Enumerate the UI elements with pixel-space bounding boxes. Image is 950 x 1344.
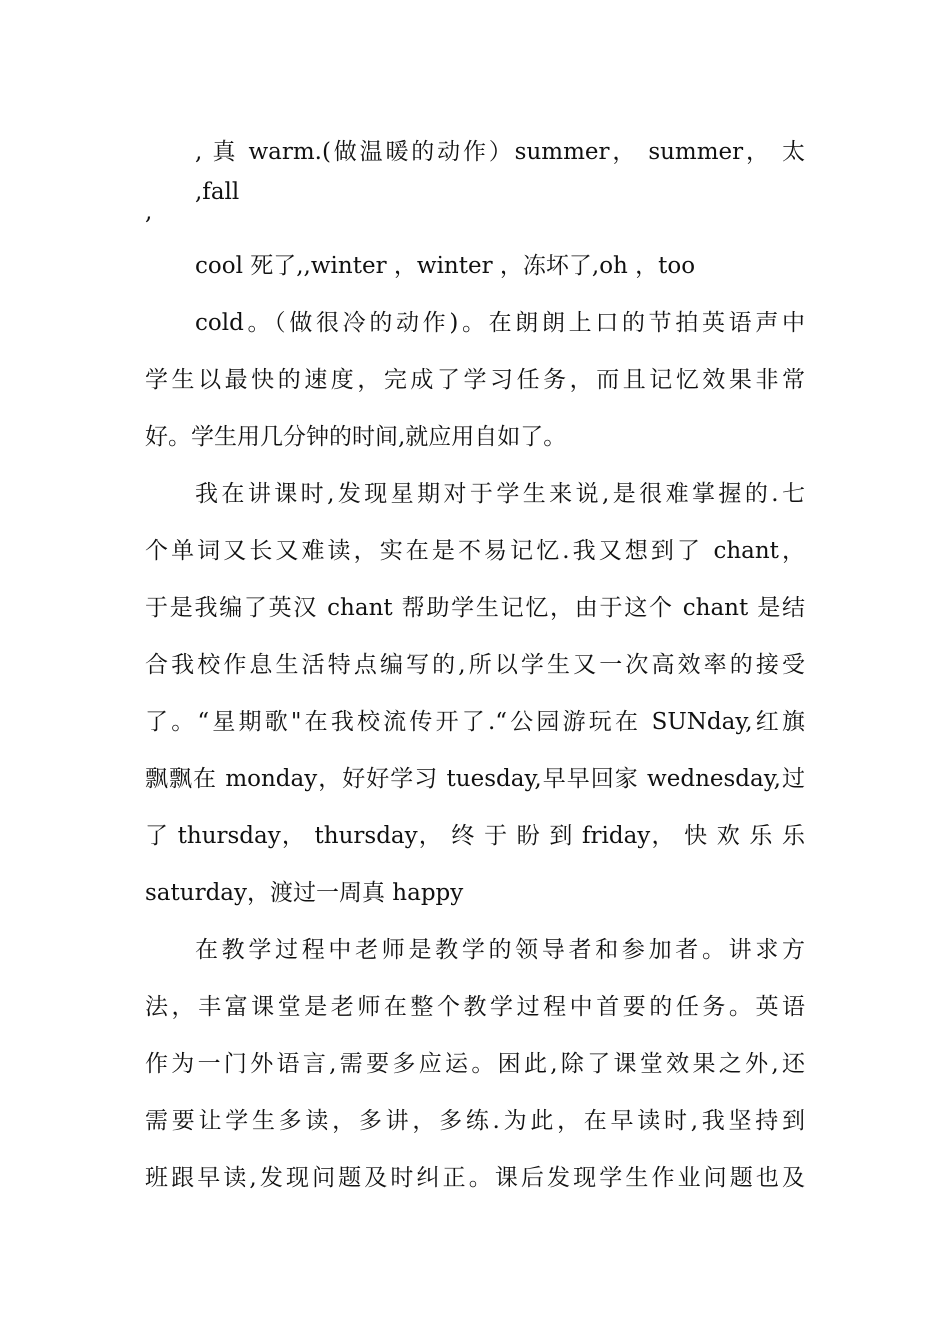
text-line-17: 作为一门外语言,需要多应运。困此,除了课堂效果之外,还 xyxy=(145,1051,805,1077)
text-line-12: 飘飘在 monday，好好学习 tuesday,早早回家 wednesday,过 xyxy=(145,766,805,792)
text-line-6: 好。学生用几分钟的时间,就应用自如了。 xyxy=(145,424,567,450)
text-line-14: saturday，渡过一周真 happy xyxy=(145,880,464,906)
text-line-11: 了。“星期歌"在我校流传开了.“公园游玩在 SUNday,红旗 xyxy=(145,709,805,735)
text-line-10: 合我校作息生活特点编写的,所以学生又一次高效率的接受 xyxy=(145,652,805,678)
text-line-2: , xyxy=(145,199,153,225)
text-line-16: 法，丰富课堂是老师在整个教学过程中首要的任务。英语 xyxy=(145,994,805,1020)
text-line-4: cold。（做很冷的动作)。在朗朗上口的节拍英语声中 xyxy=(195,310,805,336)
text-line-15: 在教学过程中老师是教学的领导者和参加者。讲求方 xyxy=(195,937,805,963)
text-line-5: 学生以最快的速度，完成了学习任务，而且记忆效果非常 xyxy=(145,367,805,393)
text-line-18: 需要让学生多读，多讲，多练.为此，在早读时,我坚持到 xyxy=(145,1108,805,1134)
text-line-9: 于是我编了英汉 chant 帮助学生记忆，由于这个 chant 是结 xyxy=(145,595,805,621)
text-line-3: cool 死了,,winter ，winter ，冻坏了,oh ，too xyxy=(195,253,696,279)
text-line-13: 了 thursday， thursday， 终 于 盼 到 friday， 快 欢 乐 乐 xyxy=(145,823,805,849)
text-line-7: 我在讲课时,发现星期对于学生来说,是很难掌握的.七 xyxy=(195,481,805,507)
text-line-1: , 真 warm.(做温暖的动作）summer， summer， 太 ,fall xyxy=(195,139,805,205)
text-line-8: 个单词又长又难读，实在是不易记忆.我又想到了 chant， xyxy=(145,538,805,564)
text-line-19: 班跟早读,发现问题及时纠正。课后发现学生作业问题也及 xyxy=(145,1165,805,1191)
